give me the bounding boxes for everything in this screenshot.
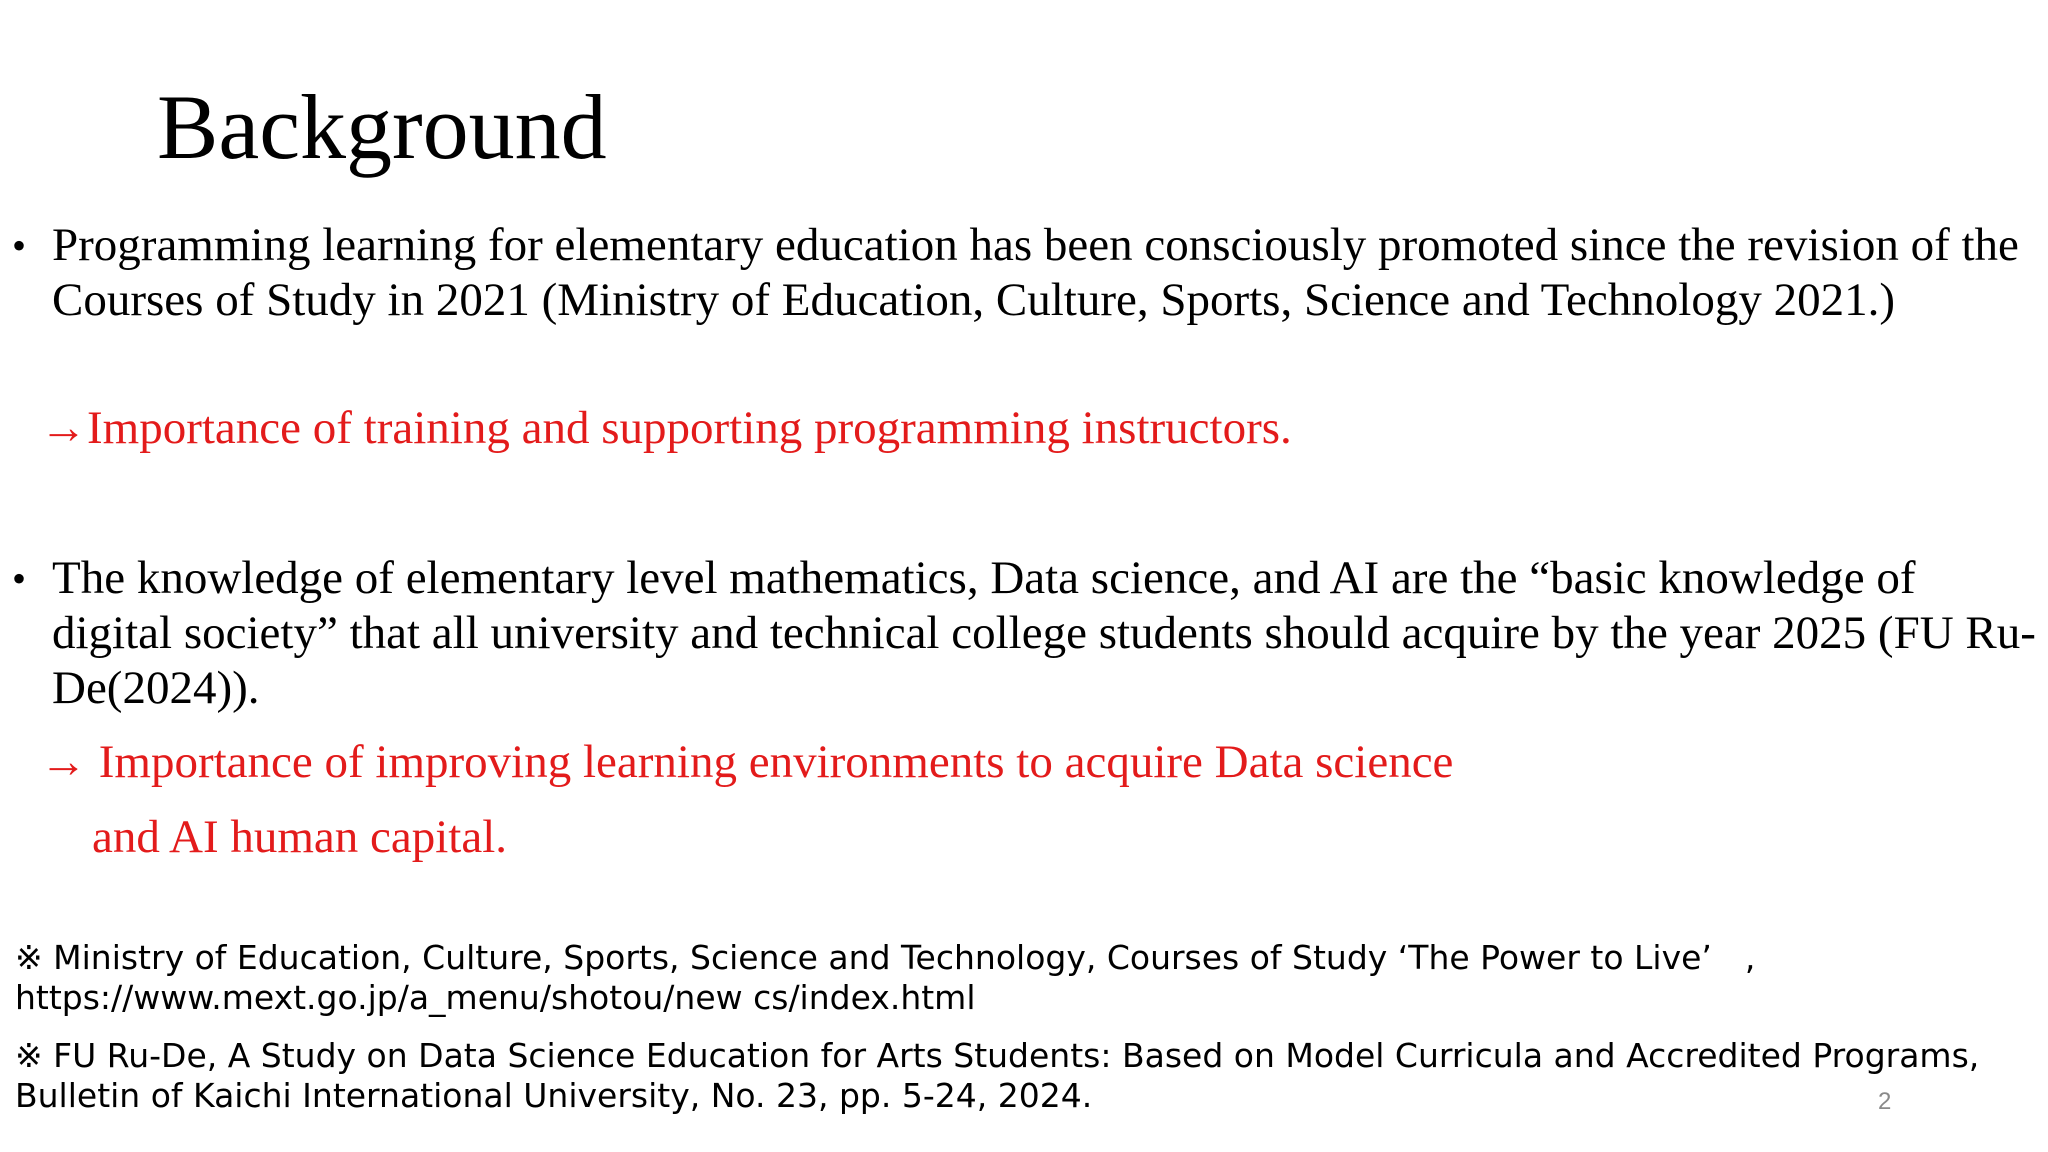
page-number: 2 — [1878, 1088, 1892, 1115]
reference-note-2: ※ FU Ru-De, A Study on Data Science Education for Arts Students: Based on Model Curricula and Accredited Programs, Bulletin of Kaichi International University, No. 23, pp. 5-24, 2024. — [15, 1036, 1980, 1115]
bullet-item-1 — [12, 218, 2042, 328]
bullet-2-consequence-line-2: and AI human capital. — [92, 811, 508, 863]
slide-title: Background — [157, 76, 607, 178]
bullet-text: The knowledge of elementary level mathematics, Data science, and AI are the “basic knowledge of digital society” that all university and technical college students should acquire by the year 2025 (FU Ru-De(2024)). — [52, 552, 2036, 714]
bullet-text: Programming learning for elementary education has been consciously promoted since the revision of the Courses of Study in 2021 (Ministry of Education, Culture, Sports, Science and Technology 2021.) — [52, 219, 2019, 326]
bullet-marker: • — [12, 556, 27, 601]
bullet-marker: • — [12, 223, 27, 268]
reference-note-1: ※ Ministry of Education, Culture, Sports, Science and Technology, Courses of Study ‘The Power to Live’ , https://www.mext.go.jp/a_menu/shotou/new cs/index.html — [15, 938, 1756, 1017]
bullet-2-consequence-line-1: → Importance of improving learning environments to acquire Data science — [40, 736, 1454, 788]
bullet-item-2 — [12, 551, 2042, 716]
bullet-1-consequence: →Importance of training and supporting programming instructors. — [40, 402, 1292, 454]
